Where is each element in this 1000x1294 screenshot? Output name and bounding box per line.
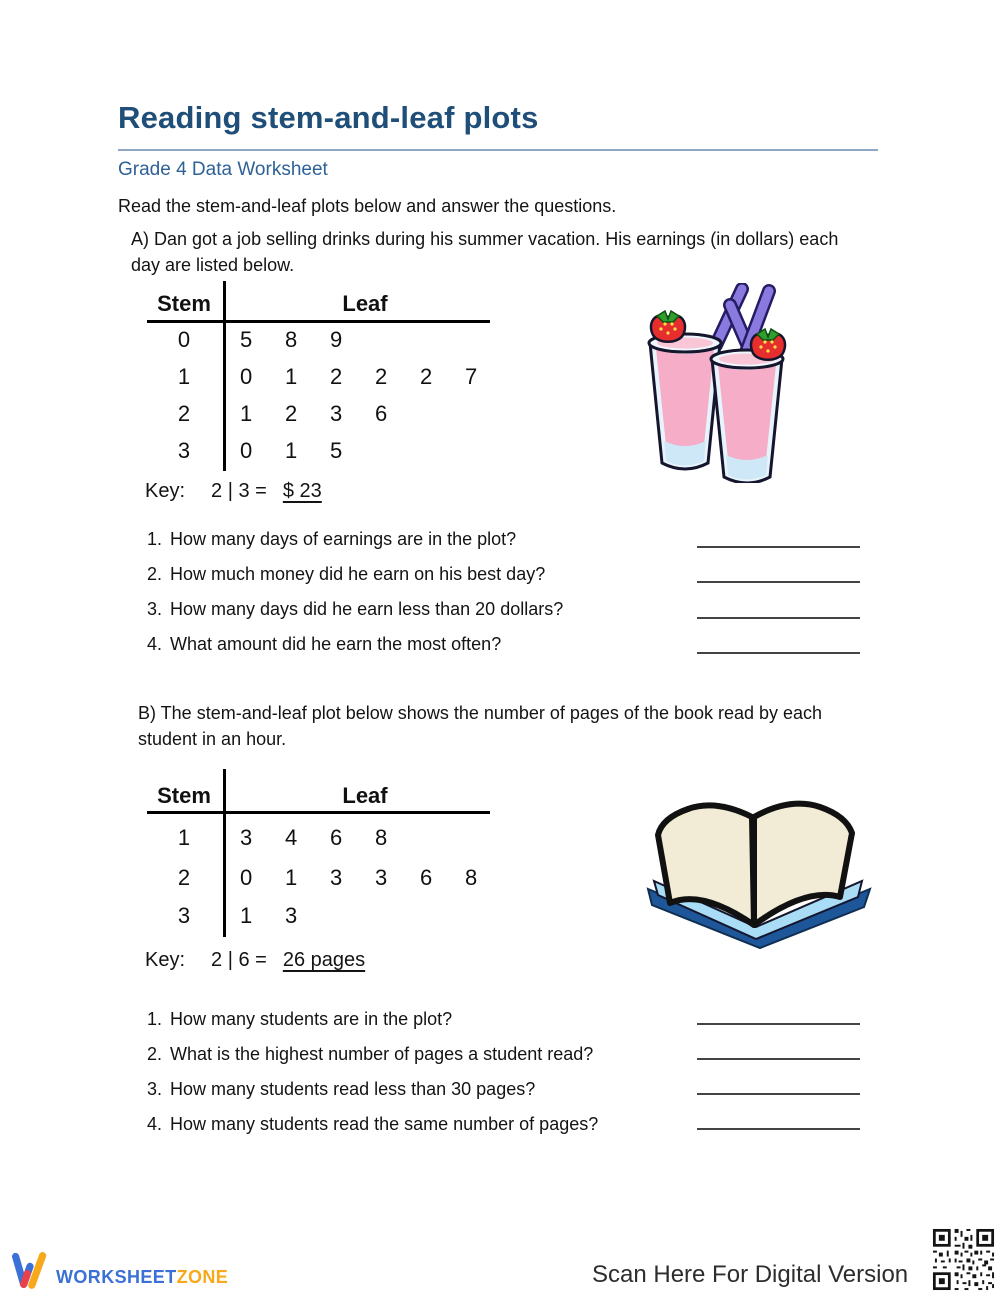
leaf-value: 5 <box>240 327 253 352</box>
leaf-value: 6 <box>375 401 388 426</box>
section-a-prompt: A) Dan got a job selling drinks during his summer vacation. His earnings (in dollars) each day are listed below. <box>131 229 839 275</box>
leaf-value: 2 <box>420 364 433 389</box>
key-value: 26 pages <box>282 949 366 971</box>
page-subtitle: Grade 4 Data Worksheet <box>118 159 328 180</box>
answer-blank-b1[interactable] <box>697 1023 860 1025</box>
table-row <box>145 401 493 427</box>
leaf-column-header: Leaf <box>342 291 388 316</box>
answer-blank-b2[interactable] <box>697 1058 860 1060</box>
question-number: 1. <box>147 1009 163 1029</box>
title-divider <box>118 149 878 151</box>
leaf-value: 3 <box>285 903 298 928</box>
leaf-column-header: Leaf <box>342 783 388 808</box>
question-text: How many students read the same number of pages? <box>170 1114 599 1134</box>
page-title: Reading stem-and-leaf plots <box>118 100 539 135</box>
leaf-values <box>240 401 420 427</box>
brand-zone: ZONE <box>176 1266 229 1287</box>
leaf-value: 9 <box>330 327 343 352</box>
question-number: 2. <box>147 564 163 584</box>
leaf-value: 6 <box>330 825 343 850</box>
question-a1 <box>147 529 707 550</box>
question-text: How much money did he earn on his best day? <box>170 564 546 584</box>
stem-value: 1 <box>177 825 191 850</box>
leaf-value: 8 <box>465 865 478 890</box>
strawberry-icon <box>751 329 785 360</box>
leaf-values <box>240 865 510 891</box>
question-text: How many students are in the plot? <box>170 1009 453 1029</box>
key-value: $ 23 <box>282 480 322 502</box>
leaf-value: 8 <box>375 825 388 850</box>
answer-blank-a4[interactable] <box>697 652 860 654</box>
question-number: 2. <box>147 1044 163 1064</box>
leaf-value: 4 <box>285 825 298 850</box>
leaf-value: 7 <box>465 364 478 389</box>
key-label: Key: <box>145 480 186 502</box>
table-row <box>145 438 493 464</box>
strawberry-drinks-illustration <box>638 283 806 483</box>
question-a4 <box>147 634 707 655</box>
leaf-value: 0 <box>240 438 253 463</box>
question-b1 <box>147 1009 707 1030</box>
question-a2 <box>147 564 707 585</box>
key-example: 2 | 3 = <box>211 480 267 502</box>
question-number: 1. <box>147 529 163 549</box>
leaf-value: 2 <box>375 364 388 389</box>
question-text: What amount did he earn the most often? <box>170 634 502 654</box>
question-b3 <box>147 1079 707 1100</box>
leaf-value: 3 <box>375 865 388 890</box>
leaf-value: 1 <box>285 364 298 389</box>
leaf-value: 0 <box>240 364 253 389</box>
question-b4 <box>147 1114 707 1135</box>
leaf-value: 5 <box>330 438 343 463</box>
question-number: 4. <box>147 1114 163 1134</box>
question-text: How many days did he earn less than 20 dollars? <box>170 599 564 619</box>
answer-blank-a3[interactable] <box>697 617 860 619</box>
table-row <box>145 865 493 891</box>
question-text: How many days of earnings are in the plot? <box>170 529 517 549</box>
leaf-value: 3 <box>330 865 343 890</box>
stem-value: 2 <box>177 401 191 426</box>
leaf-value: 6 <box>420 865 433 890</box>
leaf-value: 1 <box>240 903 253 928</box>
stem-value: 3 <box>177 903 191 928</box>
table-row <box>145 364 493 390</box>
key-example: 2 | 6 = <box>211 949 267 971</box>
leaf-value: 3 <box>240 825 253 850</box>
key-label: Key: <box>145 949 186 971</box>
question-text: What is the highest number of pages a student read? <box>170 1044 594 1064</box>
strawberry-icon <box>651 311 685 342</box>
open-book-illustration <box>628 785 878 950</box>
brand-worksheet: WORKSHEET <box>56 1266 177 1287</box>
leaf-values <box>240 903 330 929</box>
leaf-values <box>240 438 375 464</box>
question-number: 3. <box>147 1079 163 1099</box>
plot-a-key <box>145 480 322 503</box>
stem-column-header: Stem <box>157 291 211 316</box>
stem-leaf-plot-b <box>145 771 493 946</box>
leaf-value: 1 <box>285 438 298 463</box>
answer-blank-b3[interactable] <box>697 1093 860 1095</box>
stem-leaf-plot-a <box>145 283 493 483</box>
qr-code <box>931 1227 996 1292</box>
leaf-values <box>240 825 420 851</box>
plot-horizontal-line <box>147 320 490 323</box>
scan-here-text: Scan Here For Digital Version <box>592 1261 909 1288</box>
plot-horizontal-line <box>147 811 490 814</box>
question-a3 <box>147 599 707 620</box>
stem-column-header: Stem <box>157 783 211 808</box>
table-row <box>145 825 493 851</box>
question-b2 <box>147 1044 707 1065</box>
table-row <box>145 327 493 353</box>
stem-value: 2 <box>177 865 191 890</box>
leaf-value: 2 <box>285 401 298 426</box>
leaf-value: 1 <box>285 865 298 890</box>
leaf-values <box>240 364 510 390</box>
leaf-values <box>240 327 375 353</box>
plot-b-key <box>145 949 365 972</box>
leaf-value: 1 <box>240 401 253 426</box>
answer-blank-a2[interactable] <box>697 581 860 583</box>
section-b-prompt: B) The stem-and-leaf plot below shows the number of pages of the book read by each student in an hour. <box>138 703 823 749</box>
question-text: How many students read less than 30 pages? <box>170 1079 536 1099</box>
stem-value: 1 <box>177 364 191 389</box>
leaf-value: 8 <box>285 327 298 352</box>
leaf-value: 2 <box>330 364 343 389</box>
answer-blank-a1[interactable] <box>697 546 860 548</box>
question-number: 4. <box>147 634 163 654</box>
intro-text: Read the stem-and-leaf plots below and answer the questions. <box>118 196 617 216</box>
table-row <box>145 903 493 929</box>
leaf-value: 3 <box>330 401 343 426</box>
answer-blank-b4[interactable] <box>697 1128 860 1130</box>
worksheetzone-logo[interactable] <box>12 1248 228 1292</box>
question-number: 3. <box>147 599 163 619</box>
stem-value: 0 <box>177 327 191 352</box>
stem-value: 3 <box>177 438 191 463</box>
leaf-value: 0 <box>240 865 253 890</box>
logo-w-icon <box>12 1248 48 1292</box>
